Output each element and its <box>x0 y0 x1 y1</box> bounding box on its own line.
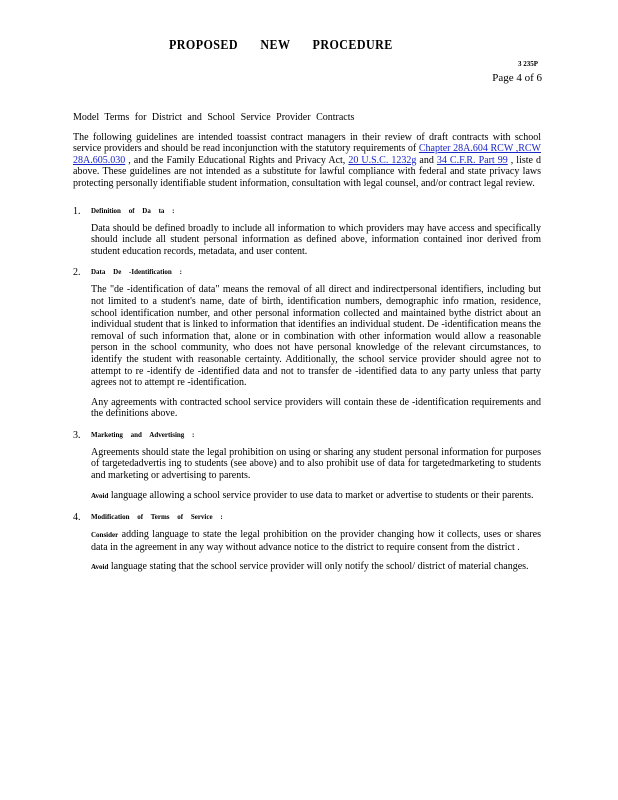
rcw-link[interactable]: Chapter 28A.604 RCW ,RCW 28A.605.030 <box>73 143 541 166</box>
section-number: 2. <box>73 267 81 279</box>
section-marketing-and-advertising <box>73 430 541 502</box>
section-paragraph: The "de -identification of data" means the removal of all direct and indirectpersonal identifiers, including but not limited to a student's name, date of birth, identification numbers, demographic info rmation, residence, school identification number, and other personal information collected and maintained bythe district about an individual student that is linked to information that identifies an individual student. De -identification means the removal of such information that, alone or in combination with other information would allow a reasonable person in the school community, who does not have personal knowledge of the relevant circumstances, to identify the student with reasonable certainty. Additionally, the school service provider should agree not to attempt to re -identify de -identified data and not to transfer de -identified data to any party unless that party agrees not to attempt re -identification. <box>91 284 541 389</box>
paragraph-lead: Avoid <box>91 491 109 500</box>
paragraph-text: language stating that the school service provider will only notify the school/ district of material changes. <box>108 561 529 573</box>
page-number: Page 4 of 6 <box>492 72 542 84</box>
procedure-code: 3 235P <box>517 60 538 68</box>
section-title: Modification of Terms of Service : <box>91 513 223 522</box>
paragraph-text: language allowing a school service provider to use data to market or advertise to students or their parents. <box>108 489 534 501</box>
paragraph-lead: Consider <box>91 531 119 540</box>
section-paragraph: Any agreements with contracted school service providers will contain these de -identification requirements and the definitions above. <box>91 396 541 420</box>
section-title: Definition of Da ta : <box>91 206 175 215</box>
intro-text-2: , and the Family Educational Rights and Privacy Act, <box>125 154 349 166</box>
document-title: PROPOSED NEW PROCEDURE <box>168 38 393 53</box>
section-title: Marketing and Advertising : <box>91 430 195 439</box>
section-paragraph <box>91 490 541 503</box>
section-paragraph <box>91 529 541 553</box>
paragraph-text: adding language to state the legal prohibition on the provider changing how it collects, uses or shares data in the agreement in any way without advance notice to the district to require consent from the district . <box>91 529 541 553</box>
section-number: 3. <box>73 429 81 441</box>
paragraph-lead: Avoid <box>91 563 109 572</box>
section-heading: Model Terms for District and School Service Provider Contracts <box>73 112 355 123</box>
section-paragraph <box>91 561 541 574</box>
intro-text-1: The following guidelines are intended toassist contract managers in their review of draft contracts with school service providers and should be read inconjunction with the statutory requirements of <box>73 131 541 155</box>
section-definition-of-data <box>73 206 541 258</box>
section-paragraph: Agreements should state the legal prohibition on using or sharing any student personal information for purposes of targetedadvertis ing to students (see above) and to also prohibit use of data for targetedmarketing to students and marketing or advertising to parents. <box>91 446 541 482</box>
section-modification-of-terms <box>73 512 541 574</box>
intro-text-3: and <box>416 154 437 166</box>
section-title: Data De -Identification : <box>91 268 182 277</box>
section-data-de-identification <box>73 267 541 420</box>
cfr-link[interactable]: 34 C.F.R. Part 99 <box>436 154 508 166</box>
intro-text-4: , liste d above. These guidelines are not intended as a substitute for lawful compliance with federal and state privacy laws protecting personally identifiable student information, consultation with legal counsel, and/or contract legal review. <box>73 154 541 189</box>
section-paragraph: Data should be defined broadly to include all information to which providers may have access and specifically should include all student personal information as defined above, information contained inor derived from student education records, metadata, and user content. <box>91 222 541 257</box>
usc-link[interactable]: 20 U.S.C. 1232g <box>348 154 417 166</box>
section-number: 1. <box>73 205 81 217</box>
intro-paragraph <box>73 132 541 190</box>
section-number: 4. <box>73 512 81 524</box>
document-body <box>73 112 541 584</box>
